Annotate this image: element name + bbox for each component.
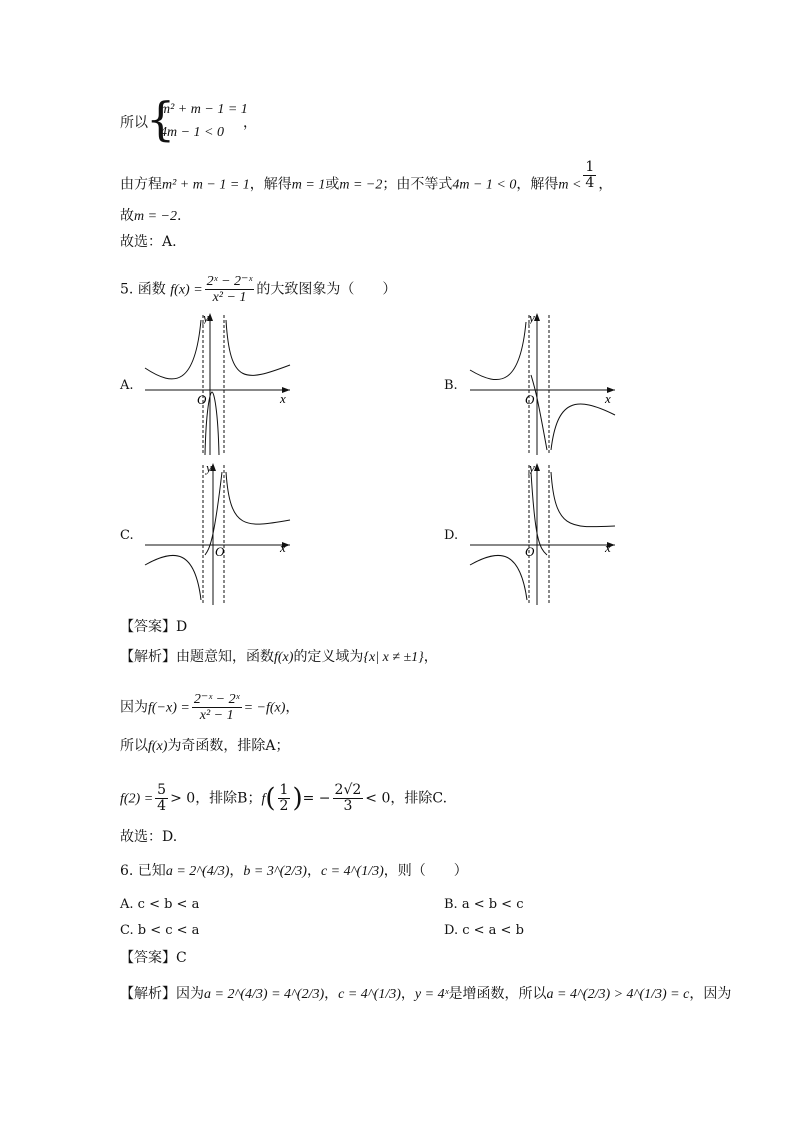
q5-stem: 5. 函数 f(x) = $\frac{\text{2ˣ − 2⁻ˣ}}{\text{x² − 1}}$ 的大致图象为（ ）	[120, 274, 397, 305]
graph-label-b: B.	[444, 378, 458, 393]
axis-x-label: x	[280, 391, 286, 406]
graph-label-a: A.	[120, 378, 134, 393]
graph-c	[140, 460, 300, 610]
q4-choice: 故选：A.	[120, 234, 177, 250]
q5-analysis-4: f(2) = $\frac{5}{4}$ > 0，排除B；f( $\frac{1}{2}$ )= − $\frac{2√2}{3}$ < 0，排除C.	[120, 782, 448, 814]
origin-label: O	[215, 544, 225, 559]
q6-option-d: D. c < a < b	[444, 923, 524, 938]
q5-analysis-3: 所以f(x)为奇函数，排除A；	[120, 738, 290, 754]
axis-x-label: x	[605, 540, 611, 555]
axis-y-label: y	[203, 310, 209, 325]
axis-y-label: y	[206, 460, 212, 475]
q4-system-line2: 4m − 1 < 0	[160, 125, 225, 140]
q4-suoyi: 所以	[120, 115, 148, 131]
q6-option-b: B. a < b < c	[444, 897, 524, 912]
q6-analysis: 【解析】因为a = 2^(4/3) = 4^(2/3)，c = 4^(1/3)，y = 4ˣ是增函数，所以a = 4^(2/3) > 4^(1/3) = c，因为	[120, 986, 732, 1002]
graph-d	[465, 460, 625, 610]
axis-y-label: y	[529, 310, 535, 325]
q4-system-tail: ，	[243, 115, 257, 131]
q5-choice: 故选：D.	[120, 829, 178, 845]
q5-answer: 【答案】D	[120, 619, 188, 635]
graph-label-c: C.	[120, 528, 134, 543]
q4-conclusion: 故m = −2.	[120, 208, 182, 224]
q4-solve-line: 由方程m² + m − 1 = 1，解得m = 1或m = −2；由不等式4m − 1 < 0，解得m < $\frac{1}{4}$ ，	[120, 159, 613, 193]
q6-option-a: A. c < b < a	[120, 897, 200, 912]
axis-x-label: x	[280, 540, 286, 555]
graph-b	[465, 310, 625, 460]
graph-a	[140, 310, 300, 460]
origin-label: O	[197, 392, 207, 407]
origin-label: O	[525, 392, 535, 407]
q6-option-c: C. b < c < a	[120, 923, 200, 938]
q4-system-line1: m² + m − 1 = 1	[160, 102, 248, 117]
q6-answer: 【答案】C	[120, 950, 187, 966]
q5-analysis-2: 因为f(−x) = $\frac{\text{2⁻ˣ − 2ˣ}}{\text{x² − 1}}$ = −f(x)，	[120, 692, 300, 723]
axis-y-label: y	[529, 460, 535, 475]
graph-label-d: D.	[444, 528, 459, 543]
axis-x-label: x	[605, 391, 611, 406]
q6-stem: 6. 已知a = 2^(4/3)，b = 3^(2/3)，c = 4^(1/3)，则（ ）	[120, 863, 468, 879]
q5-analysis-1: 【解析】由题意知，函数f(x)的定义域为{x| x ≠ ±1}，	[120, 649, 438, 665]
origin-label: O	[525, 544, 535, 559]
system-brace: {	[146, 92, 176, 146]
